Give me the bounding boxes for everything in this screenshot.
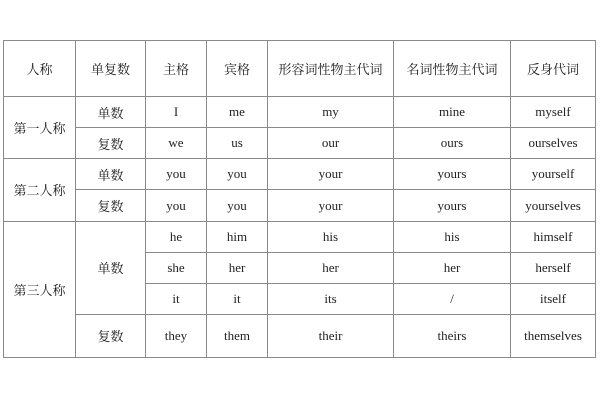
header-number: 单复数 [76, 41, 146, 97]
table-row [4, 190, 596, 221]
number-singular: 单数 [76, 97, 146, 128]
cell-subject: you [146, 190, 207, 221]
person-third: 第三人称 [4, 221, 76, 357]
person-second: 第二人称 [4, 159, 76, 221]
person-first: 第一人称 [4, 97, 76, 159]
cell-object: her [207, 252, 268, 283]
cell-adjective-possessive: her [268, 252, 394, 283]
header-object: 宾格 [207, 41, 268, 97]
cell-reflexive: himself [511, 221, 596, 252]
cell-subject: she [146, 252, 207, 283]
cell-noun-possessive: / [394, 283, 511, 314]
cell-reflexive: yourselves [511, 190, 596, 221]
header-subject: 主格 [146, 41, 207, 97]
table-row [4, 159, 596, 190]
number-singular: 单数 [76, 221, 146, 314]
number-plural: 复数 [76, 128, 146, 159]
cell-adjective-possessive: your [268, 190, 394, 221]
table-row [4, 221, 596, 252]
header-reflexive: 反身代词 [511, 41, 596, 97]
header-noun-possessive: 名词性物主代词 [394, 41, 511, 97]
cell-object: me [207, 97, 268, 128]
cell-object: it [207, 283, 268, 314]
cell-adjective-possessive: its [268, 283, 394, 314]
cell-noun-possessive: theirs [394, 314, 511, 357]
cell-subject: I [146, 97, 207, 128]
number-singular: 单数 [76, 159, 146, 190]
header-adjective-possessive: 形容词性物主代词 [268, 41, 394, 97]
pronoun-table [3, 40, 596, 358]
cell-object: us [207, 128, 268, 159]
cell-noun-possessive: mine [394, 97, 511, 128]
cell-object: him [207, 221, 268, 252]
cell-subject: they [146, 314, 207, 357]
cell-adjective-possessive: our [268, 128, 394, 159]
cell-object: you [207, 190, 268, 221]
cell-reflexive: ourselves [511, 128, 596, 159]
cell-subject: we [146, 128, 207, 159]
cell-reflexive: myself [511, 97, 596, 128]
cell-reflexive: herself [511, 252, 596, 283]
cell-reflexive: themselves [511, 314, 596, 357]
cell-reflexive: itself [511, 283, 596, 314]
number-plural: 复数 [76, 190, 146, 221]
table-row [4, 314, 596, 357]
cell-adjective-possessive: their [268, 314, 394, 357]
cell-subject: it [146, 283, 207, 314]
cell-object: them [207, 314, 268, 357]
cell-noun-possessive: his [394, 221, 511, 252]
cell-object: you [207, 159, 268, 190]
table-row [4, 128, 596, 159]
cell-adjective-possessive: his [268, 221, 394, 252]
cell-noun-possessive: yours [394, 159, 511, 190]
header-row [4, 41, 596, 97]
number-plural: 复数 [76, 314, 146, 357]
cell-subject: he [146, 221, 207, 252]
cell-noun-possessive: her [394, 252, 511, 283]
cell-noun-possessive: ours [394, 128, 511, 159]
table-row [4, 97, 596, 128]
cell-adjective-possessive: your [268, 159, 394, 190]
cell-noun-possessive: yours [394, 190, 511, 221]
cell-reflexive: yourself [511, 159, 596, 190]
cell-subject: you [146, 159, 207, 190]
header-person: 人称 [4, 41, 76, 97]
cell-adjective-possessive: my [268, 97, 394, 128]
